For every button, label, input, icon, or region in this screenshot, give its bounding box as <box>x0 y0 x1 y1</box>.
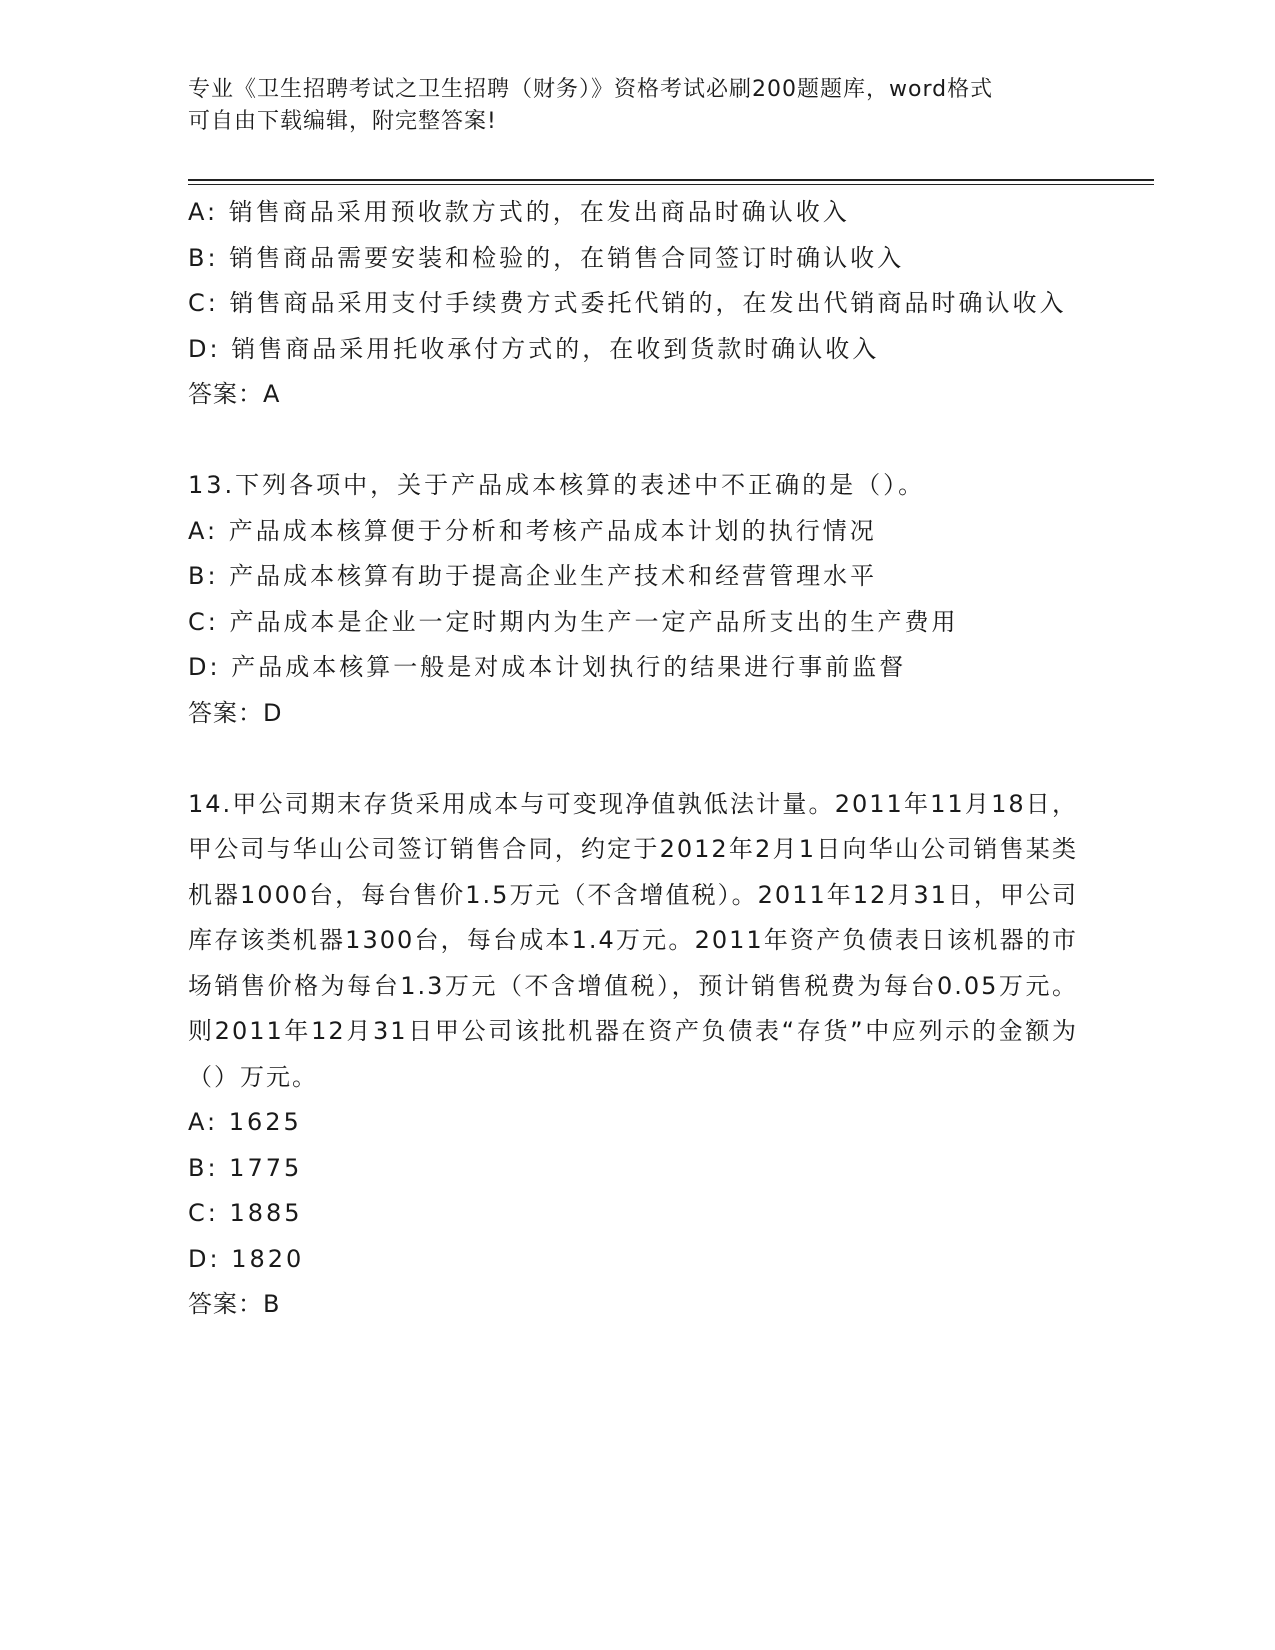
q14-option-c: C: 1885 <box>188 1199 303 1227</box>
q12-option-c: C: 销售商品采用支付手续费方式委托代销的，在发出代销商品时确认收入 <box>188 289 1067 317</box>
document-body <box>188 190 1088 1328</box>
q14-option-a: A: 1625 <box>188 1108 302 1136</box>
q14-stem: 14.甲公司期末存货采用成本与可变现净值孰低法计量。2011年11月18日，甲公司与华山公司签订销售合同，约定于2012年2月1日向华山公司销售某类机器1000台，每台售价1.5万元（不含增值税）。2011年12月31日，甲公司库存该类机器1300台，每台成本1.4万元。2011年资产负债表日该机器的市场销售价格为每台1.3万元（不含增值税），预计销售税费为每台0.05万元。则2011年12月31日甲公司该批机器在资产负债表“存货”中应列示的金额为（）万元。 <box>188 789 1078 1091</box>
header-rule-thick <box>188 179 1154 181</box>
q12-option-b: B: 销售商品需要安装和检验的，在销售合同签订时确认收入 <box>188 243 905 272</box>
header-line-1: 专业《卫生招聘考试之卫生招聘（财务）》资格考试必刷200题题库，word格式 <box>188 77 994 102</box>
q13-answer: 答案：D <box>188 698 283 727</box>
q13-option-a: A: 产品成本核算便于分析和考核产品成本计划的执行情况 <box>188 516 877 545</box>
header-rule-thin <box>188 184 1154 185</box>
q13-option-c: C: 产品成本是企业一定时期内为生产一定产品所支出的生产费用 <box>188 607 959 636</box>
question-12 <box>188 190 1088 418</box>
q14-option-d: D: 1820 <box>188 1244 305 1273</box>
question-14 <box>188 782 1088 1328</box>
q14-option-b: B: 1775 <box>188 1153 303 1182</box>
q12-option-a: A: 销售商品采用预收款方式的，在发出商品时确认收入 <box>188 198 850 226</box>
q13-stem: 13.下列各项中，关于产品成本核算的表述中不正确的是（）。 <box>188 471 926 499</box>
header-line-2: 可自由下载编辑，附完整答案! <box>188 109 497 134</box>
q12-option-d: D: 销售商品采用托收承付方式的，在收到货款时确认收入 <box>188 334 880 363</box>
q13-option-d: D: 产品成本核算一般是对成本计划执行的结果进行事前监督 <box>188 653 907 681</box>
q14-answer: 答案：B <box>188 1290 281 1318</box>
document-header <box>188 74 1088 138</box>
q12-answer: 答案：A <box>188 380 281 408</box>
question-13 <box>188 463 1088 736</box>
spacer <box>188 418 1088 464</box>
spacer <box>188 736 1088 782</box>
q13-option-b: B: 产品成本核算有助于提高企业生产技术和经营管理水平 <box>188 562 878 590</box>
